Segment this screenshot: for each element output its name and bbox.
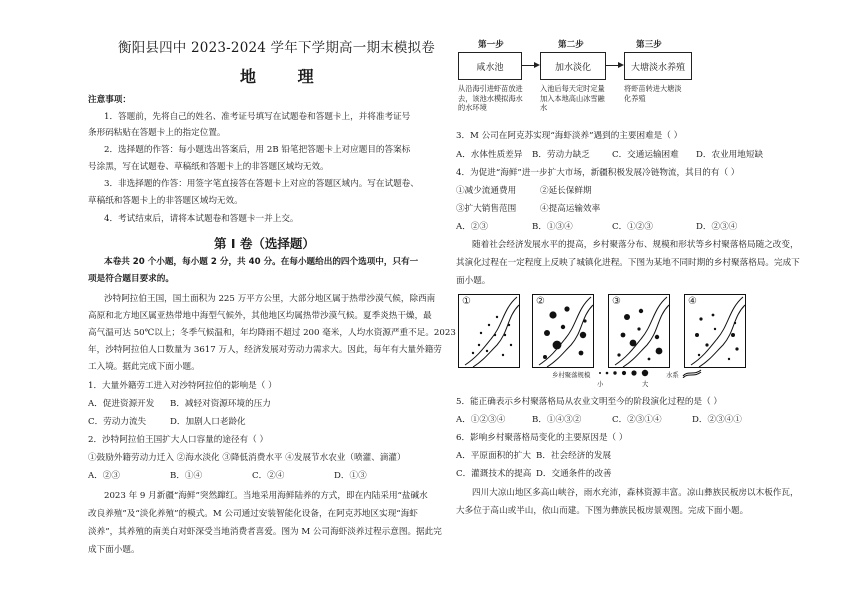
question-stem: 5．能正确表示乡村聚落格局从农业文明至今的阶段演化过程的是（ ） bbox=[456, 397, 723, 407]
option-c: C．交通运输困难 bbox=[612, 150, 679, 160]
legend-water-icon bbox=[682, 368, 702, 378]
passage-line: 四川大凉山地区多高山峡谷，雨水充沛，森林资源丰富。凉山彝族民板房以木板作瓦， bbox=[472, 488, 799, 498]
option-d: D．农业用地短缺 bbox=[696, 150, 764, 160]
question-stem: 2．沙特阿拉伯王国扩大人口容量的途径有（ ） bbox=[88, 435, 269, 445]
legend-small: 小 bbox=[597, 380, 604, 388]
option-3: ③扩大销售范围 bbox=[456, 204, 517, 214]
option-b: B．①③④ bbox=[532, 222, 573, 232]
option-c: C．①②③ bbox=[612, 222, 653, 232]
passage-line: 高原和北方地区属亚热带地中海型气候外，其他地区均属热带沙漠气候。夏季炎热干燥，最 bbox=[88, 311, 432, 321]
settlement-panel-1 bbox=[458, 294, 520, 368]
step2-label: 第二步 bbox=[558, 40, 584, 50]
step1-box bbox=[458, 52, 522, 80]
step3-box-text: 大塘淡水养殖 bbox=[630, 62, 685, 73]
passage-line: 大多位于高山或半山，依山而建。下图为彝族民板房景观图。完成下面小题。 bbox=[456, 506, 749, 516]
step2-note: 入池后每天定时定量加入本地高山冰雪融水 bbox=[540, 84, 605, 112]
step1-box-text: 咸水池 bbox=[476, 62, 504, 73]
option-a: A．平原面积的扩大 bbox=[456, 451, 531, 461]
flow-arrow bbox=[606, 65, 622, 66]
notice-line: 2．选择题的作答：每小题选出答案后，用 2B 铅笔把答题卡上对应题目的答案标 bbox=[104, 145, 411, 155]
option-a: A．水体性质差异 bbox=[456, 150, 523, 160]
page-title: 衡阳县四中 2023-2024 学年下学期高一期末模拟卷 bbox=[118, 40, 435, 56]
option-c: C．灌溉技术的提高 bbox=[456, 469, 532, 479]
passage-line: 2023 年 9 月新疆“海鲜”突然蹿红。当地采用海鲜陆养的方式，即在内陆采用“盐碱水 bbox=[104, 491, 428, 501]
passage-line: 改良养殖”及“淡化养殖”的模式。M 公司通过安装智能化设备，在阿克苏地区实现“海虾 bbox=[88, 509, 418, 519]
option-c: C．②④ bbox=[252, 471, 285, 481]
option-d: D．②③④ bbox=[696, 222, 738, 232]
option-b: B．社会经济的发展 bbox=[536, 451, 612, 461]
option-a: A．②③ bbox=[456, 222, 488, 232]
question-stem: 6．影响乡村聚落格局变化的主要原因是（ ） bbox=[456, 433, 628, 443]
option-2: ②延长保鲜期 bbox=[540, 186, 592, 196]
option-a: A．②③ bbox=[88, 471, 120, 481]
step1-note: 从沿海引进虾苗放进去，该池水模拟海水的水环境 bbox=[458, 84, 523, 112]
notice-line: 4．考试结束后，请将本试题卷和答题卡一并上交。 bbox=[104, 214, 299, 224]
legend-large: 大 bbox=[642, 380, 649, 388]
panel-4-map bbox=[685, 295, 745, 367]
option-d: D．加剧人口老龄化 bbox=[170, 417, 246, 427]
question-options: ①鼓励外籍劳动力迁入 ②海水淡化 ③降低消费水平 ④发展节水农业（喷灌、滴灌） bbox=[88, 453, 406, 463]
option-a: A．①②③④ bbox=[456, 415, 506, 425]
option-d: D．①③ bbox=[334, 471, 367, 481]
notice-line: 1．答题前，先将自己的姓名、准考证号填写在试题卷和答题卡上，并将准考证号 bbox=[104, 112, 411, 122]
notice-heading: 注意事项： bbox=[88, 95, 131, 105]
panel-number: ② bbox=[536, 296, 545, 307]
panel-number: ④ bbox=[688, 296, 697, 307]
panel-number: ① bbox=[462, 296, 471, 307]
panel-1-map bbox=[459, 295, 519, 367]
legend-water-label: 水系 bbox=[666, 371, 679, 379]
section-intro: 本卷共 20 个小题，每小题 2 分，共 40 分。在每小题给出的四个选项中，只有一 bbox=[104, 257, 419, 267]
notice-line: 号涂黑，写在试题卷、草稿纸和答题卡上的非答题区域均无效。 bbox=[88, 162, 329, 172]
passage-line: 成下面小题。 bbox=[88, 545, 140, 555]
passage-line: 工入境。据此完成下面小题。 bbox=[88, 362, 200, 372]
question-stem: 3．M 公司在阿克苏实现“海虾淡养”遇到的主要困难是（ ） bbox=[456, 131, 683, 141]
notice-line: 条形码粘贴在答题卡上的指定位置。 bbox=[88, 128, 226, 138]
legend-settlement-label: 乡村聚落规模 bbox=[552, 371, 591, 379]
option-4: ④提高运输效率 bbox=[540, 204, 601, 214]
passage-line: 淡养”，其养殖的南美白对虾深受当地消费者喜爱。图为 M 公司海虾淡养过程示意图。据此完 bbox=[88, 527, 442, 537]
passage-line: 高气温可达 50℃以上；冬季气候温和，年均降雨不超过 200 毫米，人均水资源严重不足。2023 bbox=[88, 328, 456, 338]
legend-size-scale bbox=[596, 368, 660, 378]
settlement-panel-2 bbox=[532, 294, 594, 368]
option-1: ①减少流通费用 bbox=[456, 186, 517, 196]
question-stem: 1．大量外籍劳工进入对沙特阿拉伯的影响是（ ） bbox=[88, 381, 277, 391]
step2-box bbox=[540, 52, 606, 80]
option-b: B．①④ bbox=[170, 471, 203, 481]
step3-note: 将虾苗转进大塘淡化养殖 bbox=[624, 84, 682, 103]
passage-line: 沙特阿拉伯王国，国土面积为 225 万平方公里，大部分地区属于热带沙漠气候，除西南 bbox=[104, 294, 436, 304]
notice-line: 草稿纸和答题卡上的非答题区域均无效。 bbox=[88, 196, 243, 206]
panel-3-map bbox=[609, 295, 669, 367]
notice-line: 3．非选择题的作答：用签字笔直接答在答题卡上对应的答题区域内。写在试题卷、 bbox=[104, 179, 419, 189]
option-b: B．减轻对资源环境的压力 bbox=[170, 399, 271, 409]
option-b: B．劳动力缺乏 bbox=[532, 150, 590, 160]
question-stem: 4．为促进“海鲜”进一步扩大市场，新疆积极发展冷链物流，其目的有（ ） bbox=[456, 168, 740, 178]
flow-arrow bbox=[522, 65, 538, 66]
step2-box-text: 加水淡化 bbox=[554, 62, 591, 73]
option-d: D．②③④① bbox=[692, 415, 742, 425]
section-title: 第 Ⅰ 卷（选择题） bbox=[214, 236, 315, 251]
settlement-panel-4 bbox=[684, 294, 746, 368]
option-c: C．②③①④ bbox=[612, 415, 662, 425]
option-d: D．交通条件的改善 bbox=[536, 469, 612, 479]
panel-number: ③ bbox=[612, 296, 621, 307]
option-a: A．促进资源开发 bbox=[88, 399, 155, 409]
panel-2-map bbox=[533, 295, 593, 367]
step3-box bbox=[624, 52, 692, 80]
passage-line: 面小题。 bbox=[456, 276, 491, 286]
subject-title: 地 理 bbox=[240, 67, 332, 86]
option-b: B．①④③② bbox=[532, 415, 582, 425]
passage-line: 年，沙特阿拉伯人口数量为 3617 万人，经济发展对劳动力需求大。因此，每年有大量外籍劳 bbox=[88, 345, 442, 355]
step1-label: 第一步 bbox=[478, 40, 504, 50]
step3-label: 第三步 bbox=[636, 40, 662, 50]
passage-line: 其演化过程在一定程度上反映了城镇化进程。下图为某地不同时期的乡村聚落格局。完成下 bbox=[456, 258, 800, 268]
section-intro: 项是符合题目要求的。 bbox=[88, 274, 174, 284]
option-c: C．劳动力流失 bbox=[88, 417, 147, 427]
passage-line: 随着社会经济发展水平的提高，乡村聚落分布、规模和形状等乡村聚落格局随之改变， bbox=[472, 240, 799, 250]
settlement-panel-3 bbox=[608, 294, 670, 368]
